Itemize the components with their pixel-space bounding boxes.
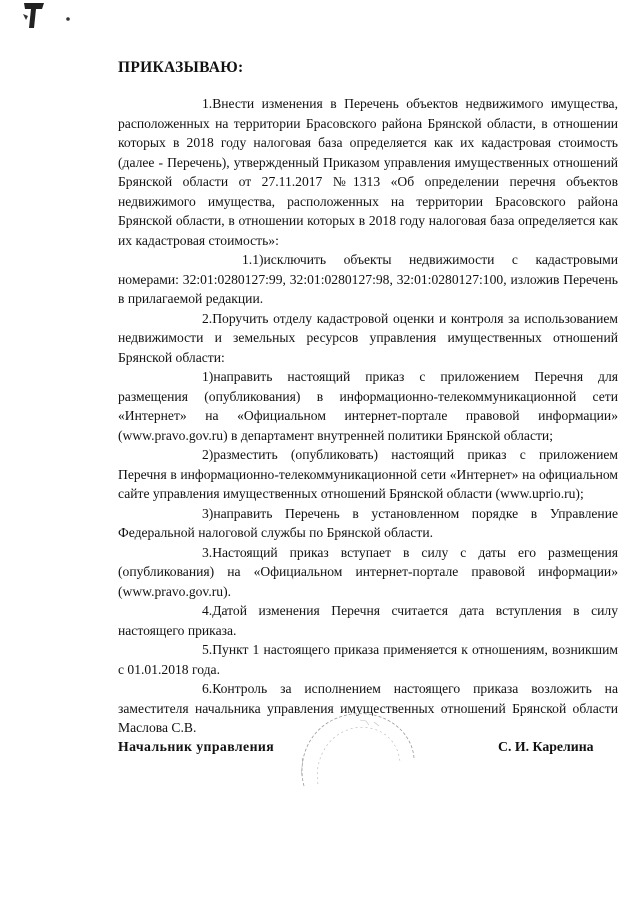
signature-name: С. И. Карелина: [498, 739, 594, 754]
paragraph-text: направить настоящий приказ с приложением Перечня для размещения (опубликования) в информационно-телекоммуникационной сети «Интернет» на «Официальном интернет-портале правовой информации» (www.pravo.gov.ru) в департамент внутренней политики Брянской области;: [118, 369, 618, 443]
paragraph-number: 3.: [202, 544, 213, 560]
paragraph-number: 5.: [202, 642, 213, 657]
paragraph-1-1: [118, 250, 618, 309]
paragraph-text: исключить объекты недвижимости с кадастровыми номерами: 32:01:0280127:99, 32:01:0280127:98, 32:01:0280127:100, изложив Перечень в прилагаемой редакции.: [118, 252, 618, 306]
paragraph-text: разместить (опубликовать) настоящий приказ с приложением Перечня в информационно-телекоммуникационной сети «Интернет» на официальном сайте управления имущественных отношений Брянской области (www.uprio.ru);: [118, 447, 618, 501]
paragraph-number: 1.1): [242, 252, 264, 267]
paragraph-text: Настоящий приказ вступает в силу с даты его размещения (опубликования) на «Официальном интернет-портале правовой информации» (www.pravo.gov.ru).: [118, 544, 618, 599]
paragraph-text: направить Перечень в установленном порядке в Управление Федеральной налоговой службы по Брянской области.: [118, 505, 618, 540]
paragraph-text: Поручить отделу кадастровой оценки и контроля за использованием недвижимости и земельных ресурсов управления имущественных отношений Брянской области:: [118, 310, 618, 365]
paragraph-2-1: [118, 367, 618, 445]
paragraph-text: Датой изменения Перечня считается дата вступления в силу настоящего приказа.: [118, 603, 618, 638]
paragraph-number: 2): [202, 447, 214, 462]
paragraph-2: [118, 309, 618, 368]
paragraph-4: [118, 601, 618, 640]
paragraph-number: 1): [202, 369, 214, 384]
paragraph-2-2: [118, 445, 618, 504]
paragraph-text: Пункт 1 настоящего приказа применяется к отношениям, возникшим с 01.01.2018 года.: [118, 642, 618, 677]
paragraph-1: [118, 94, 618, 250]
page-heading: ПРИКАЗЫВАЮ:: [118, 59, 244, 76]
paragraph-text: Внести изменения в Перечень объектов недвижимого имущества, расположенных на территории Брасовского района Брянской области, в отношении которых в 2018 году налоговая база определяется как их кадастровая стоимость (далее - Перечень), утвержденный Приказом управления имущественных отношений Брянской области от 27.11.2017 №1313 «Об определении перечня объектов недвижимого имущества, расположенных на территории Брасовского района Брянской области, в отношении которых в 2018 году налоговая база определяется как их кадастровая стоимость»:: [118, 96, 618, 248]
paragraph-number: 3): [202, 505, 214, 521]
paragraph-number: 2.: [202, 310, 213, 326]
paragraph-5: [118, 640, 618, 679]
paragraph-2-3: [118, 504, 618, 543]
stamp-seal-icon: [290, 706, 420, 796]
paragraph-number: 1.: [202, 96, 213, 111]
order-body: [118, 94, 618, 738]
paragraph-number: 6.: [202, 681, 213, 696]
paragraph-3: [118, 543, 618, 602]
paragraph-text: Контроль за исполнением настоящего приказа возложить на заместителя начальника управления имущественных отношений Брянской области Маслова С.В.: [118, 681, 618, 735]
paragraph-number: 4.: [202, 603, 213, 618]
signature-title: Начальник управления: [118, 739, 275, 754]
corner-scan-mark: [22, 0, 80, 34]
